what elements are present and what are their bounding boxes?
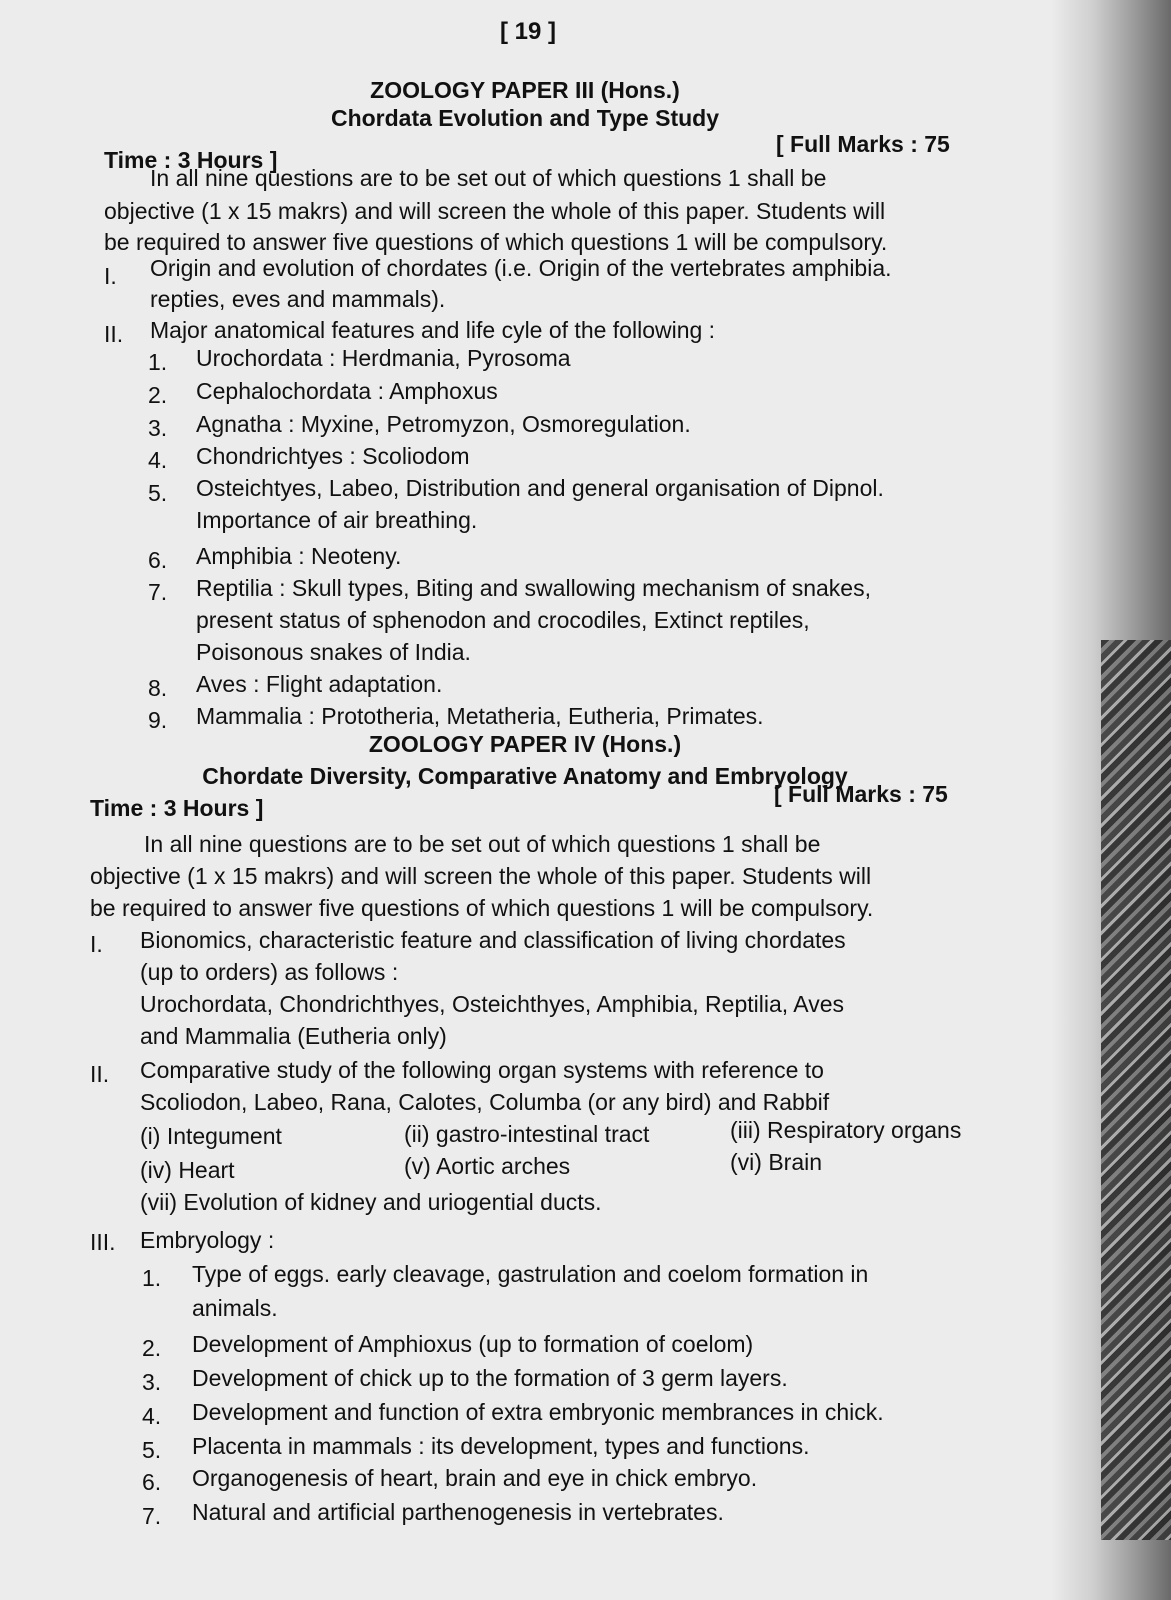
paper3-s2-heading: Major anatomical features and life cyle of the following : <box>150 317 716 343</box>
paper4-instr-2: objective (1 x 15 makrs) and will screen the whole of this paper. Students will <box>90 863 872 889</box>
paper4-s2-num: II. <box>90 1061 110 1087</box>
paper4-marks: [ Full Marks : 75 <box>774 781 948 807</box>
p3-item-num: 6. <box>148 547 168 573</box>
p3-item-text: Agnatha : Myxine, Petromyzon, Osmoregulation. <box>196 411 691 437</box>
paper4-s3-num: III. <box>90 1229 116 1255</box>
organ-item: (v) Aortic arches <box>404 1153 571 1179</box>
paper3-time: Time : 3 Hours ] <box>104 147 278 173</box>
p3-item-num: 8. <box>148 675 168 701</box>
emb-item-text: Organogenesis of heart, brain and eye in chick embryo. <box>192 1465 758 1491</box>
organ-item: (ii) gastro-intestinal tract <box>404 1121 650 1147</box>
paper4-instr-3: be required to answer five questions of which questions 1 will be compulsory. <box>90 895 874 921</box>
emb-item-num: 7. <box>142 1503 162 1529</box>
emb-item-text: animals. <box>192 1295 278 1321</box>
p3-item-text: Osteichtyes, Labeo, Distribution and general organisation of Dipnol. <box>196 475 884 501</box>
emb-item-num: 6. <box>142 1469 162 1495</box>
emb-item-num: 3. <box>142 1369 162 1395</box>
p3-item-num: 2. <box>148 382 168 408</box>
paper4-s1-num: I. <box>90 931 103 957</box>
paper4-time: Time : 3 Hours ] <box>90 795 264 821</box>
emb-item-num: 2. <box>142 1335 162 1361</box>
p3-item-text: Mammalia : Prototheria, Metatheria, Eutheria, Primates. <box>196 703 764 729</box>
paper4-s1-line-4: and Mammalia (Eutheria only) <box>140 1023 447 1049</box>
emb-item-num: 4. <box>142 1403 162 1429</box>
emb-item-text: Development and function of extra embryonic membrances in chick. <box>192 1399 884 1425</box>
paper4-s1-line-1: Bionomics, characteristic feature and classification of living chordates <box>140 927 846 953</box>
emb-item-text: Natural and artificial parthenogenesis in vertebrates. <box>192 1499 724 1525</box>
p3-item-text: Importance of air breathing. <box>196 507 478 533</box>
paper4-instr-1: In all nine questions are to be set out of which questions 1 shall be <box>144 831 821 857</box>
p3-item-text: Reptilia : Skull types, Biting and swallowing mechanism of snakes, <box>196 575 871 601</box>
p3-item-text: Aves : Flight adaptation. <box>196 671 443 697</box>
p3-item-text: Poisonous snakes of India. <box>196 639 471 665</box>
p3-item-text: Chondrichtyes : Scoliodom <box>196 443 470 469</box>
emb-item-text: Placenta in mammals : its development, types and functions. <box>192 1433 810 1459</box>
p3-item-num: 1. <box>148 349 168 375</box>
organ-item: (i) Integument <box>140 1123 282 1149</box>
p3-item-num: 4. <box>148 447 168 473</box>
organ-item-last: (vii) Evolution of kidney and uriogential ducts. <box>140 1189 602 1215</box>
p3-item-num: 9. <box>148 707 168 733</box>
p3-item-num: 3. <box>148 415 168 441</box>
paper3-marks: [ Full Marks : 75 <box>776 131 950 157</box>
p3-item-num: 5. <box>148 480 168 506</box>
paper4-s2-line-2: Scoliodon, Labeo, Rana, Calotes, Columba (or any bird) and Rabbif <box>140 1089 830 1115</box>
p3-item-text: Urochordata : Herdmania, Pyrosoma <box>196 345 571 371</box>
paper3-instr-1: In all nine questions are to be set out of which questions 1 shall be <box>150 165 827 191</box>
paper4-s1-line-3: Urochordata, Chondrichthyes, Osteichthyes, Amphibia, Reptilia, Aves <box>140 991 844 1017</box>
page-edge-texture <box>1101 640 1171 1540</box>
organ-item: (iii) Respiratory organs <box>730 1117 962 1143</box>
p3-item-text: Cephalochordata : Amphoxus <box>196 378 498 404</box>
paper4-s1-line-2: (up to orders) as follows : <box>140 959 399 985</box>
paper4-title: ZOOLOGY PAPER IV (Hons.) <box>368 731 682 757</box>
emb-item-text: Development of chick up to the formation of 3 germ layers. <box>192 1365 788 1391</box>
paper4-s3-heading: Embryology : <box>140 1227 275 1253</box>
organ-item: (iv) Heart <box>140 1157 235 1183</box>
paper4-s2-line-1: Comparative study of the following organ systems with reference to <box>140 1057 824 1083</box>
emb-item-num: 5. <box>142 1437 162 1463</box>
p3-item-text: Amphibia : Neoteny. <box>196 543 402 569</box>
emb-item-text: Type of eggs. early cleavage, gastrulation and coelom formation in <box>192 1261 869 1287</box>
p3-item-num: 7. <box>148 579 168 605</box>
organ-item: (vi) Brain <box>730 1149 823 1175</box>
paper3-s1-num: I. <box>104 263 117 289</box>
paper3-instr-3: be required to answer five questions of which questions 1 will be compulsory. <box>104 229 888 255</box>
paper4-subtitle: Chordate Diversity, Comparative Anatomy and Embryology <box>202 763 848 789</box>
emb-item-num: 1. <box>142 1265 162 1291</box>
paper3-subtitle: Chordata Evolution and Type Study <box>330 105 720 131</box>
p3-item-text: present status of sphenodon and crocodiles, Extinct reptiles, <box>196 607 810 633</box>
emb-item-text: Development of Amphioxus (up to formation of coelom) <box>192 1331 754 1357</box>
paper3-instr-2: objective (1 x 15 makrs) and will screen the whole of this paper. Students will <box>104 198 886 224</box>
paper3-title: ZOOLOGY PAPER III (Hons.) <box>370 77 680 103</box>
page-number: [ 19 ] <box>500 18 557 45</box>
paper3-s1-line-2: repties, eves and mammals). <box>150 286 446 312</box>
paper3-s1-line-1: Origin and evolution of chordates (i.e. Origin of the vertebrates amphibia. <box>150 255 892 281</box>
paper3-s2-num: II. <box>104 321 124 347</box>
